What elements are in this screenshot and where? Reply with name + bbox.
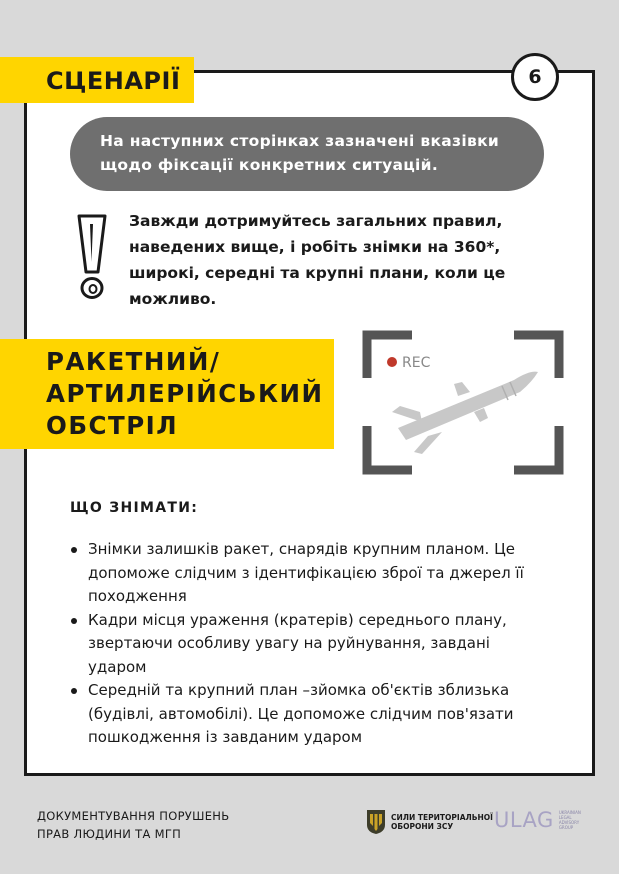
- rec-dot-icon: [387, 357, 397, 367]
- section-title-line-1: РАКЕТНИЙ/: [46, 347, 221, 376]
- list-item: [70, 609, 570, 680]
- page-title: СЦЕНАРІЇ: [0, 57, 194, 103]
- list-item-line: Кадри місця ураження (кратерів) середнього плану,: [88, 610, 507, 629]
- ulag-sub-line: GROUP: [558, 825, 574, 830]
- what-to-shoot-heading: ЩО ЗНІМАТИ:: [70, 500, 199, 516]
- list-item: [70, 538, 570, 609]
- bullet-icon: [71, 688, 77, 694]
- section-title-line-3: ОБСТРІЛ: [46, 411, 179, 440]
- page-number-badge: 6: [511, 53, 559, 101]
- intro-pill: [70, 117, 544, 191]
- list-item-line: походження: [88, 587, 187, 605]
- ulag-subtitle: [559, 810, 581, 830]
- missile-icon: [392, 372, 538, 454]
- list-item-line: допоможе слідчим з ідентифікацією зброї та джерел її: [88, 563, 524, 582]
- camera-viewfinder-icon: [362, 330, 564, 475]
- warning-line-4: можливо.: [129, 290, 217, 308]
- section-title-block: [0, 339, 334, 449]
- tdf-name: [391, 813, 493, 831]
- warning-line-2: наведених вище, і робіть знімки на 360*,: [129, 238, 501, 256]
- ulag-sub-line: ADVISORY: [558, 820, 580, 825]
- list-item-line: Середній та крупний план –зйомка об'єктів зблизька: [88, 681, 510, 699]
- territorial-defense-logo: [366, 809, 493, 835]
- tdf-name-line-2: ОБОРОНИ ЗСУ: [391, 822, 454, 831]
- ulag-sub-line: UKRAINIAN: [558, 810, 581, 815]
- list-item-line: (будівлі, автомобілі). Це допоможе слідчим пов'язати: [88, 704, 514, 723]
- list-item-line: Знімки залишків ракет, снарядів крупним планом. Це: [88, 540, 515, 558]
- list-item-line: ударом: [88, 657, 147, 676]
- warning-line-1: Завжди дотримуйтесь загальних правил,: [129, 212, 503, 230]
- camera-rec-label: REC: [402, 355, 431, 371]
- warning-line-3: широкі, середні та крупні плани, коли це: [129, 264, 506, 282]
- warning-text: [129, 208, 549, 312]
- exclamation-icon: [76, 214, 108, 300]
- intro-pill-line-1: На наступних сторінках зазначені вказівки: [100, 132, 500, 150]
- ulag-logo: [494, 808, 581, 832]
- tdf-name-line-1: СИЛИ ТЕРИТОРІАЛЬНОЇ: [391, 813, 493, 822]
- bullet-icon: [71, 547, 77, 553]
- footer-title-line-2: ПРАВ ЛЮДИНИ ТА МГП: [37, 827, 182, 841]
- bullet-icon: [71, 618, 77, 624]
- footer-document-title: [37, 807, 229, 843]
- ulag-sub-line: LEGAL: [558, 815, 572, 820]
- footer-title-line-1: ДОКУМЕНТУВАННЯ ПОРУШЕНЬ: [37, 809, 230, 823]
- intro-pill-line-2: щодо фіксації конкретних ситуацій.: [100, 156, 439, 174]
- section-title-line-2: АРТИЛЕРІЙСЬКИЙ: [46, 379, 324, 408]
- what-to-shoot-list: [70, 538, 570, 750]
- list-item-line: пошкодження із завданим ударом: [88, 728, 363, 746]
- ulag-mark: ULAG: [494, 808, 554, 832]
- list-item-line: звертаючи особливу увагу на руйнування, завдані: [88, 634, 490, 652]
- tdf-emblem-icon: [366, 809, 386, 835]
- list-item: [70, 679, 570, 750]
